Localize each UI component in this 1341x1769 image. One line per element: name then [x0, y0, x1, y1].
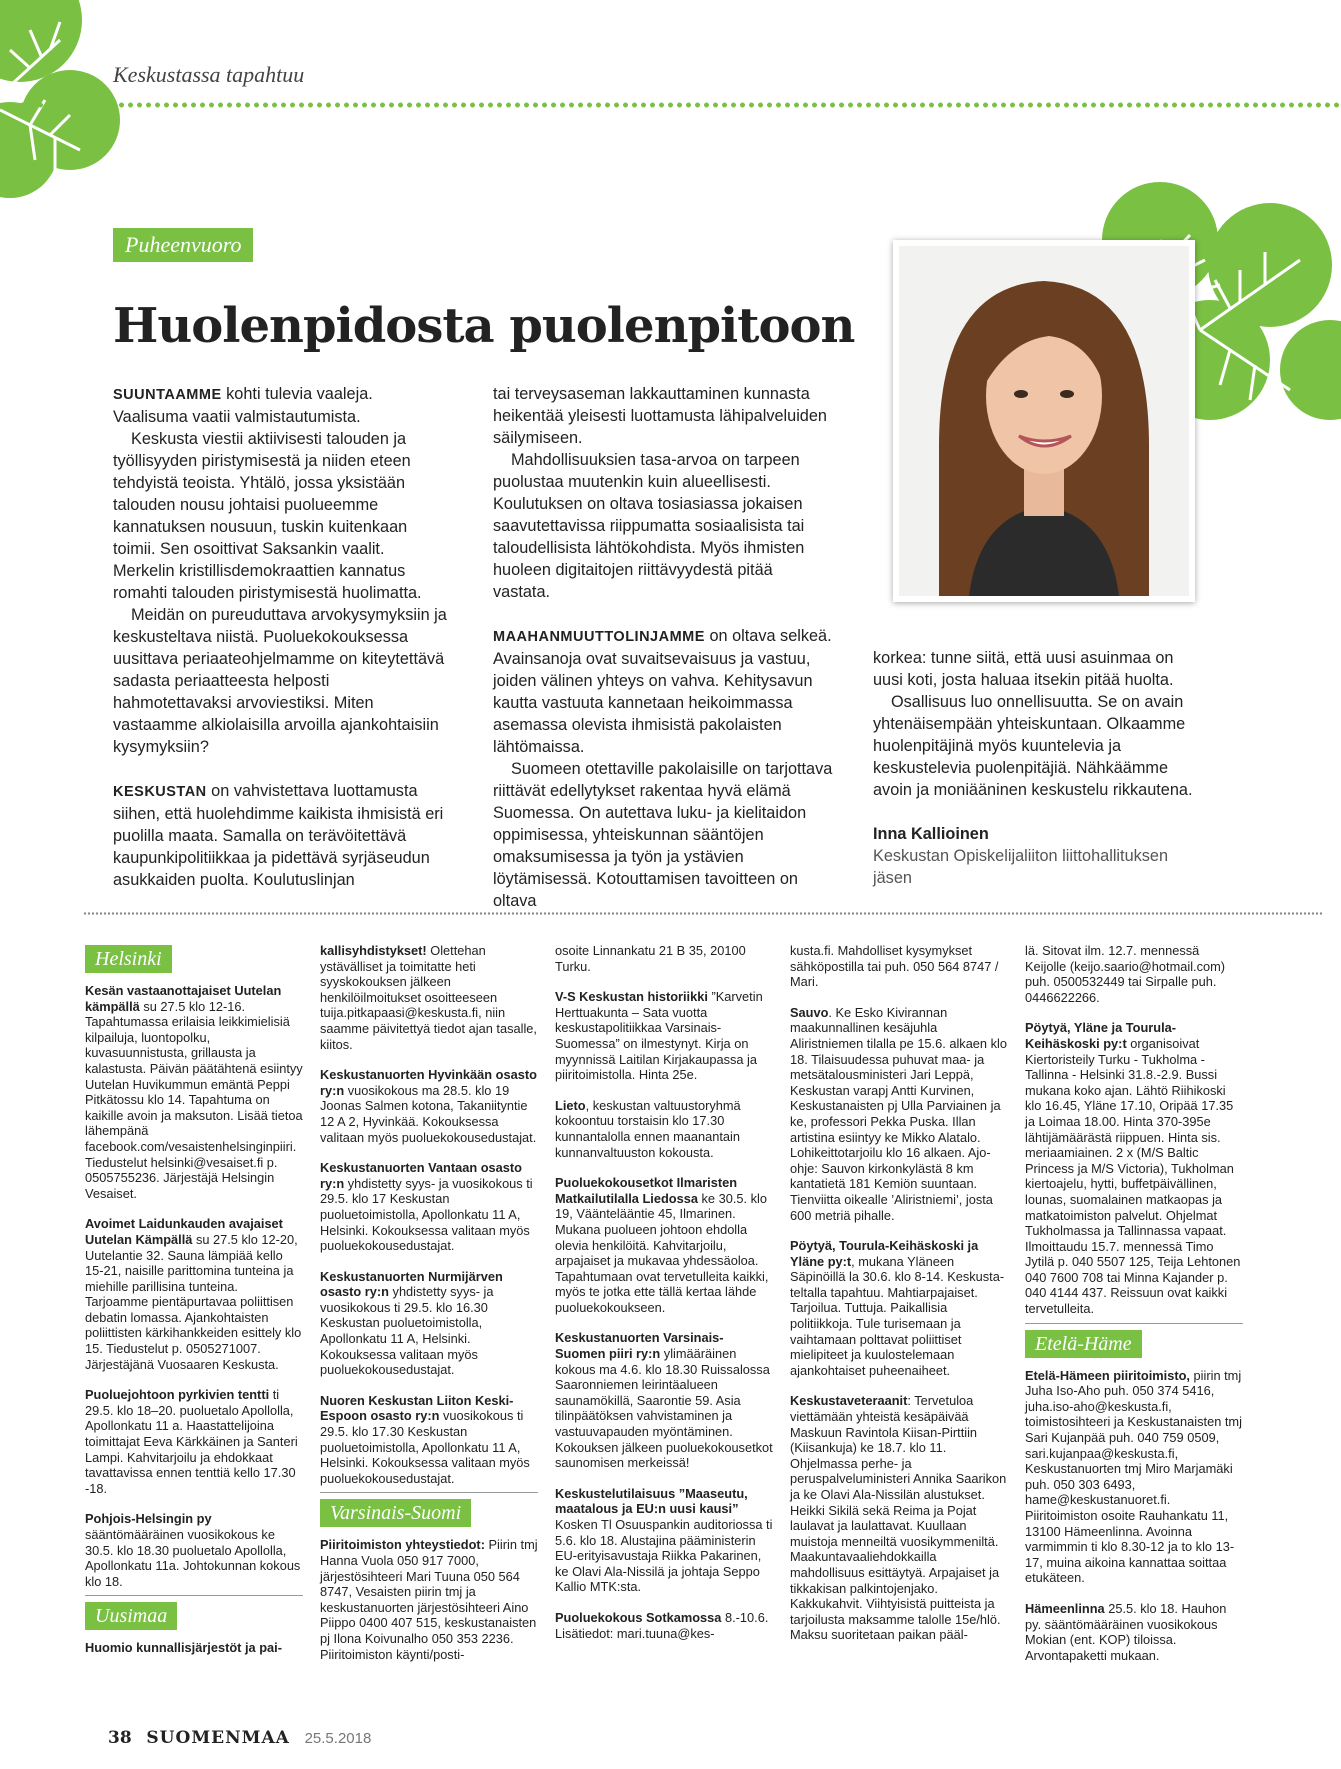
event-item: [1025, 1368, 1243, 1586]
event-title: Keskustelutilaisuus ”Maaseutu, maatalous ja EU:n uusi kausi”: [555, 1485, 748, 1517]
event-item: [555, 943, 773, 974]
event-title: Puoluejohtoon pyrkivien tentti: [85, 1387, 270, 1403]
paragraph: korkea: tunne siitä, että uusi asuinmaa on uusi koti, josta haluaa itsekin pitää huolta.: [873, 649, 1174, 689]
paragraph: [113, 780, 449, 891]
events-column-5: [1025, 943, 1243, 1678]
events-column-1: [85, 943, 303, 1671]
event-item: [1025, 943, 1243, 1005]
event-text: ylimääräinen kokous ma 4.6. klo 18.30 Ruissalossa Saaronniemen leirintäalueen saunamökillä, Saarontie 59. Asia tilinpäätöksen vahvistaminen ja vastuuvapauden myöntäminen. Kokouksen jälkeen puoluekokousetkot saunomisen merkeissä!: [555, 1346, 773, 1471]
event-text: osoite Linnankatu 21 B 35, 20100 Turku.: [555, 943, 746, 974]
event-text: . Ke Esko Kivirannan maakunnallinen kesäjuhla Aliristniemen tilalla pe 15.6. alkaen klo 18. Tilaisuudessa puhuvat maa- ja metsätalousministeri Jari Leppä, Keskustan varapj Antti Kurvinen, Keskustanaisten pj Ulla Parviainen ja ke, professori Pekka Puska. Illan artistina esiintyy ke Mikko Alatalo. Lohikeittotarjoilu klo 16 alkaen. Ajo-ohje: Sauvon kirkonkylästä 8 km kantatietä 181 Kemiön suuntaan. Tienviitta oikealle ’Aliristniemi’, josta 600 metriä pihalle.: [790, 1004, 1007, 1223]
event-item: [555, 1486, 773, 1595]
event-title: Keskustanuorten Varsinais-Suomen piiri ry:n: [555, 1330, 724, 1362]
event-title: Keskustaveteraanit: [790, 1393, 908, 1409]
event-item: [85, 1387, 303, 1496]
event-title: Avoimet Laidunkauden avajaiset Uutelan Kämpällä: [85, 1216, 283, 1247]
event-text: 8.-10.6. Lisätiedot: mari.tuuna@kes-: [555, 1609, 769, 1641]
event-item: [555, 1610, 773, 1641]
portrait-illustration: [899, 246, 1189, 596]
event-text: Piirin tmj Hanna Vuola 050 917 7000, järjestösihteeri Mari Tuuna 050 564 8747, Vesaisten piirin tmj ja keskustanuorten järjestösihteeri Aino Piippo 0400 407 515, keskustanaisten pj Ilona Koivunalho 050 353 2236. Piiritoimiston käynti/posti-: [320, 1537, 538, 1662]
event-item: [320, 1160, 538, 1254]
clover-decoration-top-left: [0, 0, 120, 200]
paragraph: Keskusta viestii aktiivisesti talouden ja työllisyyden piristymisestä ja niiden eteen tehdyistä teoista. Yhtälö, jossa yksistään talouden nousu johtaisi puolueemme kannatuksen nousuun, tuskin kuitenkaan toimii. Sen osoittivat Saksankin vaalit. Merkelin kristillisdemokraattien kannatus romahti talouden piristymisestä huolimatta.: [113, 430, 422, 602]
event-item: [320, 943, 538, 1052]
event-item: [1025, 1601, 1243, 1663]
event-title: V-S Keskustan historiikki: [555, 989, 708, 1005]
article-column-2: [493, 383, 833, 912]
event-title: Sauvo: [790, 1004, 829, 1020]
event-item: [555, 1330, 773, 1470]
events-column-4: [790, 943, 1008, 1658]
section-header: Keskustassa tapahtuu: [113, 62, 305, 87]
event-item: [320, 1269, 538, 1378]
event-text: lä. Sitovat ilm. 12.7. mennessä Keijolle (keijo.saario@hotmail.com) puh. 0500532449 tai Sirpalle puh. 0446622266.: [1025, 943, 1226, 1005]
article-column-3: [873, 647, 1203, 889]
portrait-photo-frame: [893, 240, 1195, 602]
event-title: Etelä-Hämeen piiritoimisto,: [1025, 1367, 1190, 1383]
event-title: Hämeenlinna: [1025, 1600, 1105, 1616]
dotted-rule: [83, 912, 1323, 915]
event-item: [320, 1537, 538, 1662]
event-text: su 27.5 klo 12-20, Uutelantie 32. Sauna lämpiää kello 15-21, naisille parittomina tunteina ja miehille parillisina tunteina. Tarjoamme pientäpurtavaa poliittisen debatin lomassa. Ajankohtaisten poliittisten kärkihankkeiden esittely klo 15. Tiedustelut p. 0505271007. Järjestäjänä Vuosaaren Keskusta.: [85, 1231, 302, 1372]
event-text: yhdistetty syys- ja vuosikokous ti 29.5. klo 16.30 Keskustan puoluetoimistolla, Apollonkatu 11 A, Helsinki. Kokouksessa valitaan myös puoluekokousedustajat.: [320, 1284, 494, 1378]
event-title: Keskustanuorten Hyvinkään osasto ry:n: [320, 1067, 537, 1098]
event-item: [790, 943, 1008, 990]
article-column-1: [113, 383, 449, 891]
event-title: Pöytyä, Tourula-Keihäskoski ja Yläne py:t: [790, 1238, 979, 1269]
event-title: Pohjois-Helsingin py: [85, 1511, 212, 1527]
event-text: Olettehan ystävälliset ja toimitatte heti syyskokouksen jälkeen henkilöilmoitukset osoitteeseen tuija.pitkapaasi@keskusta.fi, niin saamme päivitettyä tiedot ajan tasalle, kiitos.: [320, 943, 537, 1052]
event-text: 25.5. klo 18. Hauhon py. sääntömääräinen vuosikokous Mokian (ent. KOP) tiloissa. Arvontapaketti mukaan.: [1025, 1600, 1227, 1663]
dotted-divider: [0, 102, 1341, 108]
event-title: Puoluekokousetkot Ilmaristen Matkailutilalla Liedossa: [555, 1175, 738, 1206]
event-item: [1025, 1020, 1243, 1316]
category-tag: Puheenvuoro: [113, 228, 253, 262]
event-text: su 27.5 klo 12-16. Tapahtumassa erilaisia leikkimielisiä kilpailuja, luontopolku, kuvasuunnistusta, grillausta ja kalastusta. Päivän päätähtenä esiintyy Uutelan Huvikummun emäntä Peppi Pitkätossu klo 14. Tapahtuma on kaikille avoin ja maksuton. Lisää tietoa lähempänä facebook.com/vesaistenhelsinginpiiri. Tiedustelut helsinki@vesaiset.fi p. 0505755236. Järjestäjä Helsingin Vesaiset.: [85, 998, 303, 1201]
author-name: Inna Kallioinen: [873, 825, 989, 843]
event-title: Keskustanuorten Nurmijärven osasto ry:n: [320, 1268, 503, 1300]
paragraph-text: kohti tulevia vaaleja. Vaalisuma vaatii valmistautumista.: [113, 385, 373, 426]
event-text: ”Karvetin Herttuakunta – Sata vuotta keskustapolitiikkaa Varsinais-Suomessa” on ilmestynyt. Kirja on myynnissä Laitilan Kirjakaupassa ja piiritoimistolla. Hinta 25e.: [555, 989, 763, 1083]
portrait-photo: [899, 246, 1189, 596]
region-divider: [1025, 1323, 1243, 1368]
event-item: [320, 1067, 538, 1145]
paragraph: Suomeen otettaville pakolaisille on tarjottava riittävät edellytykset rakentaa hyvä elämä Suomessa. On autettava luku- ja kielitaidon oppimisessa, yhteiskunnan sääntöjen omaksumisessa ja työn ja ystävien löytämisessä. Kotouttamisen tavoitteen on oltava: [493, 760, 833, 910]
event-text: , keskustan valtuustoryhmä kokoontuu torstaisin klo 17.30 kunnantalolla ennen maanantain kunnanvaltuuston kokousta.: [555, 1097, 741, 1160]
event-item: [85, 1511, 303, 1589]
event-title: Nuoren Keskustan Liiton Keski-Espoon osasto ry:n: [320, 1392, 514, 1424]
paragraph: [493, 625, 833, 758]
event-text: : Tervetuloa viettämään yhteistä kesäpäivää Maskuun Ravintola Kiisan-Pirttiin (Kiisankuja) ke 18.7. klo 11. Ohjelmassa perhe- ja peruspalveluministeri Annika Saarikon ja ke Olavi Ala-Nissilän alustukset. Heikki Sikilä sekä Reima ja Pojat laulavat ja laulattavat. Kuullaan muistoja menneiltä vuosikymmeniltä. Maakuntavaaliehdokkailla mahdollisuus esittäytyä. Arpajaiset ja tikkakisan palkintojenjako. Kakkukahvit. Viihtyisistä puitteista ja tarjoilusta maksamme talolle 15e/hlö. Maksu suoritetaan paikan pääl-: [790, 1393, 1007, 1643]
event-text: Kosken Tl Osuuspankin auditoriossa ti 5.6. klo 18. Alustajina pääministerin EU-erityisavustaja Riikka Pakarinen, ke Olavi Ala-Nissilä ja johtaja Seppo Kallio MTK:sta.: [555, 1517, 773, 1595]
event-item: [555, 1175, 773, 1315]
lead-word: SUUNTAAMME: [113, 387, 222, 403]
event-text: , mukana Yläneen Säpinöillä la 30.6. klo 8-14. Keskusta-teltalla tapahtuu. Mahtiarpajaiset. Tarjoilua. Tuttuja. Paikallisia politiikkoja. Tule turisemaan ja vaihtamaan polttavat poliittiset mielipiteet ja kuulostelemaan ajankohtaiset puheenaiheet.: [790, 1253, 1005, 1378]
events-column-2: [320, 943, 538, 1677]
lead-word: KESKUSTAN: [113, 784, 207, 800]
event-text: vuosikokous ti 29.5. klo 17.30 Keskustan puoluetoimistolla, Apollonkatu 11 A, Helsinki. Kokouksessa valitaan myös puoluekokousedustajat.: [320, 1408, 530, 1486]
event-title: Puoluekokous Sotkamossa: [555, 1609, 722, 1625]
region-divider: [320, 1492, 538, 1537]
region-heading: Etelä-Häme: [1025, 1330, 1142, 1358]
region-divider: [85, 1595, 303, 1640]
paragraph: Osallisuus luo onnellisuutta. Se on avain yhtenäisempään yhteiskuntaan. Olkaamme huolenpitäjinä myös kuuntelevia ja keskustelevia puolenpitäjiä. Nähkäämme avoin ja moniääninen keskustelu rikkautena.: [873, 693, 1193, 799]
event-text: ti 29.5. klo 18–20. puoluetalo Apollolla, Apollonkatu 11 a. Haastattelijoina toimittajat Eeva Kärkkäinen ja Santeri Lampi. Kahvitarjoilu ja ehdokkaat tavattavissa ennen tenttiä kello 17.30 -18.: [85, 1387, 298, 1496]
event-text: piirin tmj Juha Iso-Aho puh. 050 374 5416, juha.iso-aho@keskusta.fi, toimistosihteeri ja Keskustanaisten tmj Sari Kujanpää puh. 040 759 0509, sari.kujanpaa@keskusta.fi, Keskustanuorten tmj Miro Marjamäki puh. 050 303 6493, hame@keskustanuoret.fi. Piiritoimiston osoite Rauhankatu 11, 13100 Hämeenlinna. Avoinna varmimmin ti klo 8.30-12 ja to klo 13-17, muina aikoina kannattaa soittaa etukäteen.: [1025, 1367, 1242, 1586]
region-heading: Varsinais-Suomi: [320, 1499, 471, 1527]
region-heading: Helsinki: [85, 945, 172, 973]
author-title: Keskustan Opiskelijaliiton liittohallituksen jäsen: [873, 847, 1169, 887]
event-item: [85, 983, 303, 1201]
event-title: Kesän vastaanottajaiset Uutelan kämpällä: [85, 983, 282, 1014]
event-title: Lieto: [555, 1097, 586, 1113]
event-title: Piiritoimiston yhteystiedot:: [320, 1537, 485, 1553]
region-heading: Uusimaa: [85, 1602, 177, 1630]
event-item: [790, 1005, 1008, 1223]
magazine-name: SUOMENMAA: [146, 1728, 290, 1748]
event-item: [790, 1393, 1008, 1643]
event-text: organisoivat Kiertoristeily Turku - Tukholma - Tallinna - Helsinki 31.8.-2.9. Bussi mukana koko ajan. Lähtö Riihikoski klo 16.45, Yläne 17.10, Oripää 17.35 ja Loimaa 18.00. Hinta 370-395e lähtijämäärästä riippuen. Hinta sis. meriaamiainen. 2 x (M/S Baltic Princess ja M/S Victoria), Tukholman kiertoajelu, hytti, buffetpäivällinen, lounas, suomalainen matkaopas ja matkatoimiston palvelut. Ohjelmat Tukholmassa ja Tallinnassa vapaat. Ilmoittaudu 15.7. mennessä Timo Jytilä p. 040 5507 125, Teija Lehtonen 040 7600 708 tai Minna Kajander p. 040 4144 437. Reissuun ovat kaikki tervetulleita.: [1025, 1035, 1241, 1317]
events-column-3: [555, 943, 773, 1656]
event-title: kallisyhdistykset!: [320, 943, 427, 958]
article-headline: Huolenpidosta puolenpitoon: [113, 298, 855, 354]
paragraph: tai terveysaseman lakkauttaminen kunnasta heikentää yleisesti luottamusta lähipalveluiden säilymiseen.: [493, 385, 827, 447]
paragraph: [113, 383, 449, 428]
event-title: Pöytyä, Yläne ja Tourula-Keihäskoski py:t: [1025, 1020, 1177, 1051]
event-text: vuosikokous ma 28.5. klo 19 Joonas Salmen kotona, Takaniityntie 12 A 2, Hyvinkää. Kokouksessa valitaan myös puoluekokousedustajat.: [320, 1082, 537, 1145]
page-number: 38: [108, 1728, 132, 1748]
event-text: yhdistetty syys- ja vuosikokous ti 29.5. klo 17 Keskustan puoluetoimistolla, Apollonkatu 11 A, Helsinki. Kokouksessa valitaan myös puoluekokousedustajat.: [320, 1175, 533, 1254]
issue-date: 25.5.2018: [304, 1730, 372, 1747]
lead-word: MAAHANMUUTTOLINJAMME: [493, 629, 705, 645]
page-footer: [108, 1728, 371, 1748]
event-item: [555, 1098, 773, 1160]
event-text: sääntömääräinen vuosikokous ke 30.5. klo 18.30 puoluetalo Apollolla, Apollonkatu 11a. Johtokunnan kokous klo 18.: [85, 1527, 301, 1589]
event-item: [85, 1216, 303, 1372]
event-title: Keskustanuorten Vantaan osasto ry:n: [320, 1160, 522, 1191]
event-item: [555, 989, 773, 1083]
paragraph: Meidän on pureuduttava arvokysymyksiin ja keskusteltava niistä. Puoluekokouksessa uusittava periaateohjelmamme on kiteytettävä sadasta periaatteesta helposti hahmotettavaksi arvoviestiksi. Miten vastaamme alkiolaisilla arvoilla ajankohtaisiin kysymyksiin?: [113, 606, 447, 756]
paragraph-text: on oltava selkeä. Avainsanoja ovat suvaitsevaisuus ja vastuu, joiden välinen yhteys on vahva. Kehitysavun kautta vastuuta kannetaan heikoimmassa asemassa olevista ihmisistä pakolaisten lähtömaissa.: [493, 627, 832, 756]
event-text: kusta.fi. Mahdolliset kysymykset sähköpostilla tai puh. 050 564 8747 / Mari.: [790, 943, 999, 990]
paragraph: Mahdollisuuksien tasa-arvoa on tarpeen puolustaa muutenkin kuin alueellisesti. Koulutuksen on oltava tosiasiassa jokaisen saavutettavissa riippumatta sosiaalisista tai taloudellisista lähtökohdista. Myös ihmisten huoleen digitaitojen riittävyydestä pitää vastata.: [493, 451, 805, 601]
event-title: Huomio kunnallisjärjestöt ja pai-: [85, 1640, 282, 1656]
event-item: [85, 1640, 303, 1656]
paragraph-text: on vahvistettava luottamusta siihen, että huolehdimme kaikista ihmisistä eri puolilla maata. Samalla on terävöitettävä kaupunkipolitiikkaa ja pidettävä syrjäseudun asukkaiden puolta. Koulutuslinjan: [113, 782, 444, 889]
event-text: ke 30.5. klo 19, Vääntelääntie 45, Ilmarinen. Mukana puolueen johtoon ehdolla olevia henkilöitä. Kahvitarjoilu, arpajaiset ja mukavaa yhdessäoloa. Tapahtumaan ovat tervetulleita kaikki, myös te jotka ette tällä kertaa lähde puoluekokoukseen.: [555, 1190, 769, 1315]
event-item: [790, 1238, 1008, 1378]
event-item: [320, 1393, 538, 1487]
